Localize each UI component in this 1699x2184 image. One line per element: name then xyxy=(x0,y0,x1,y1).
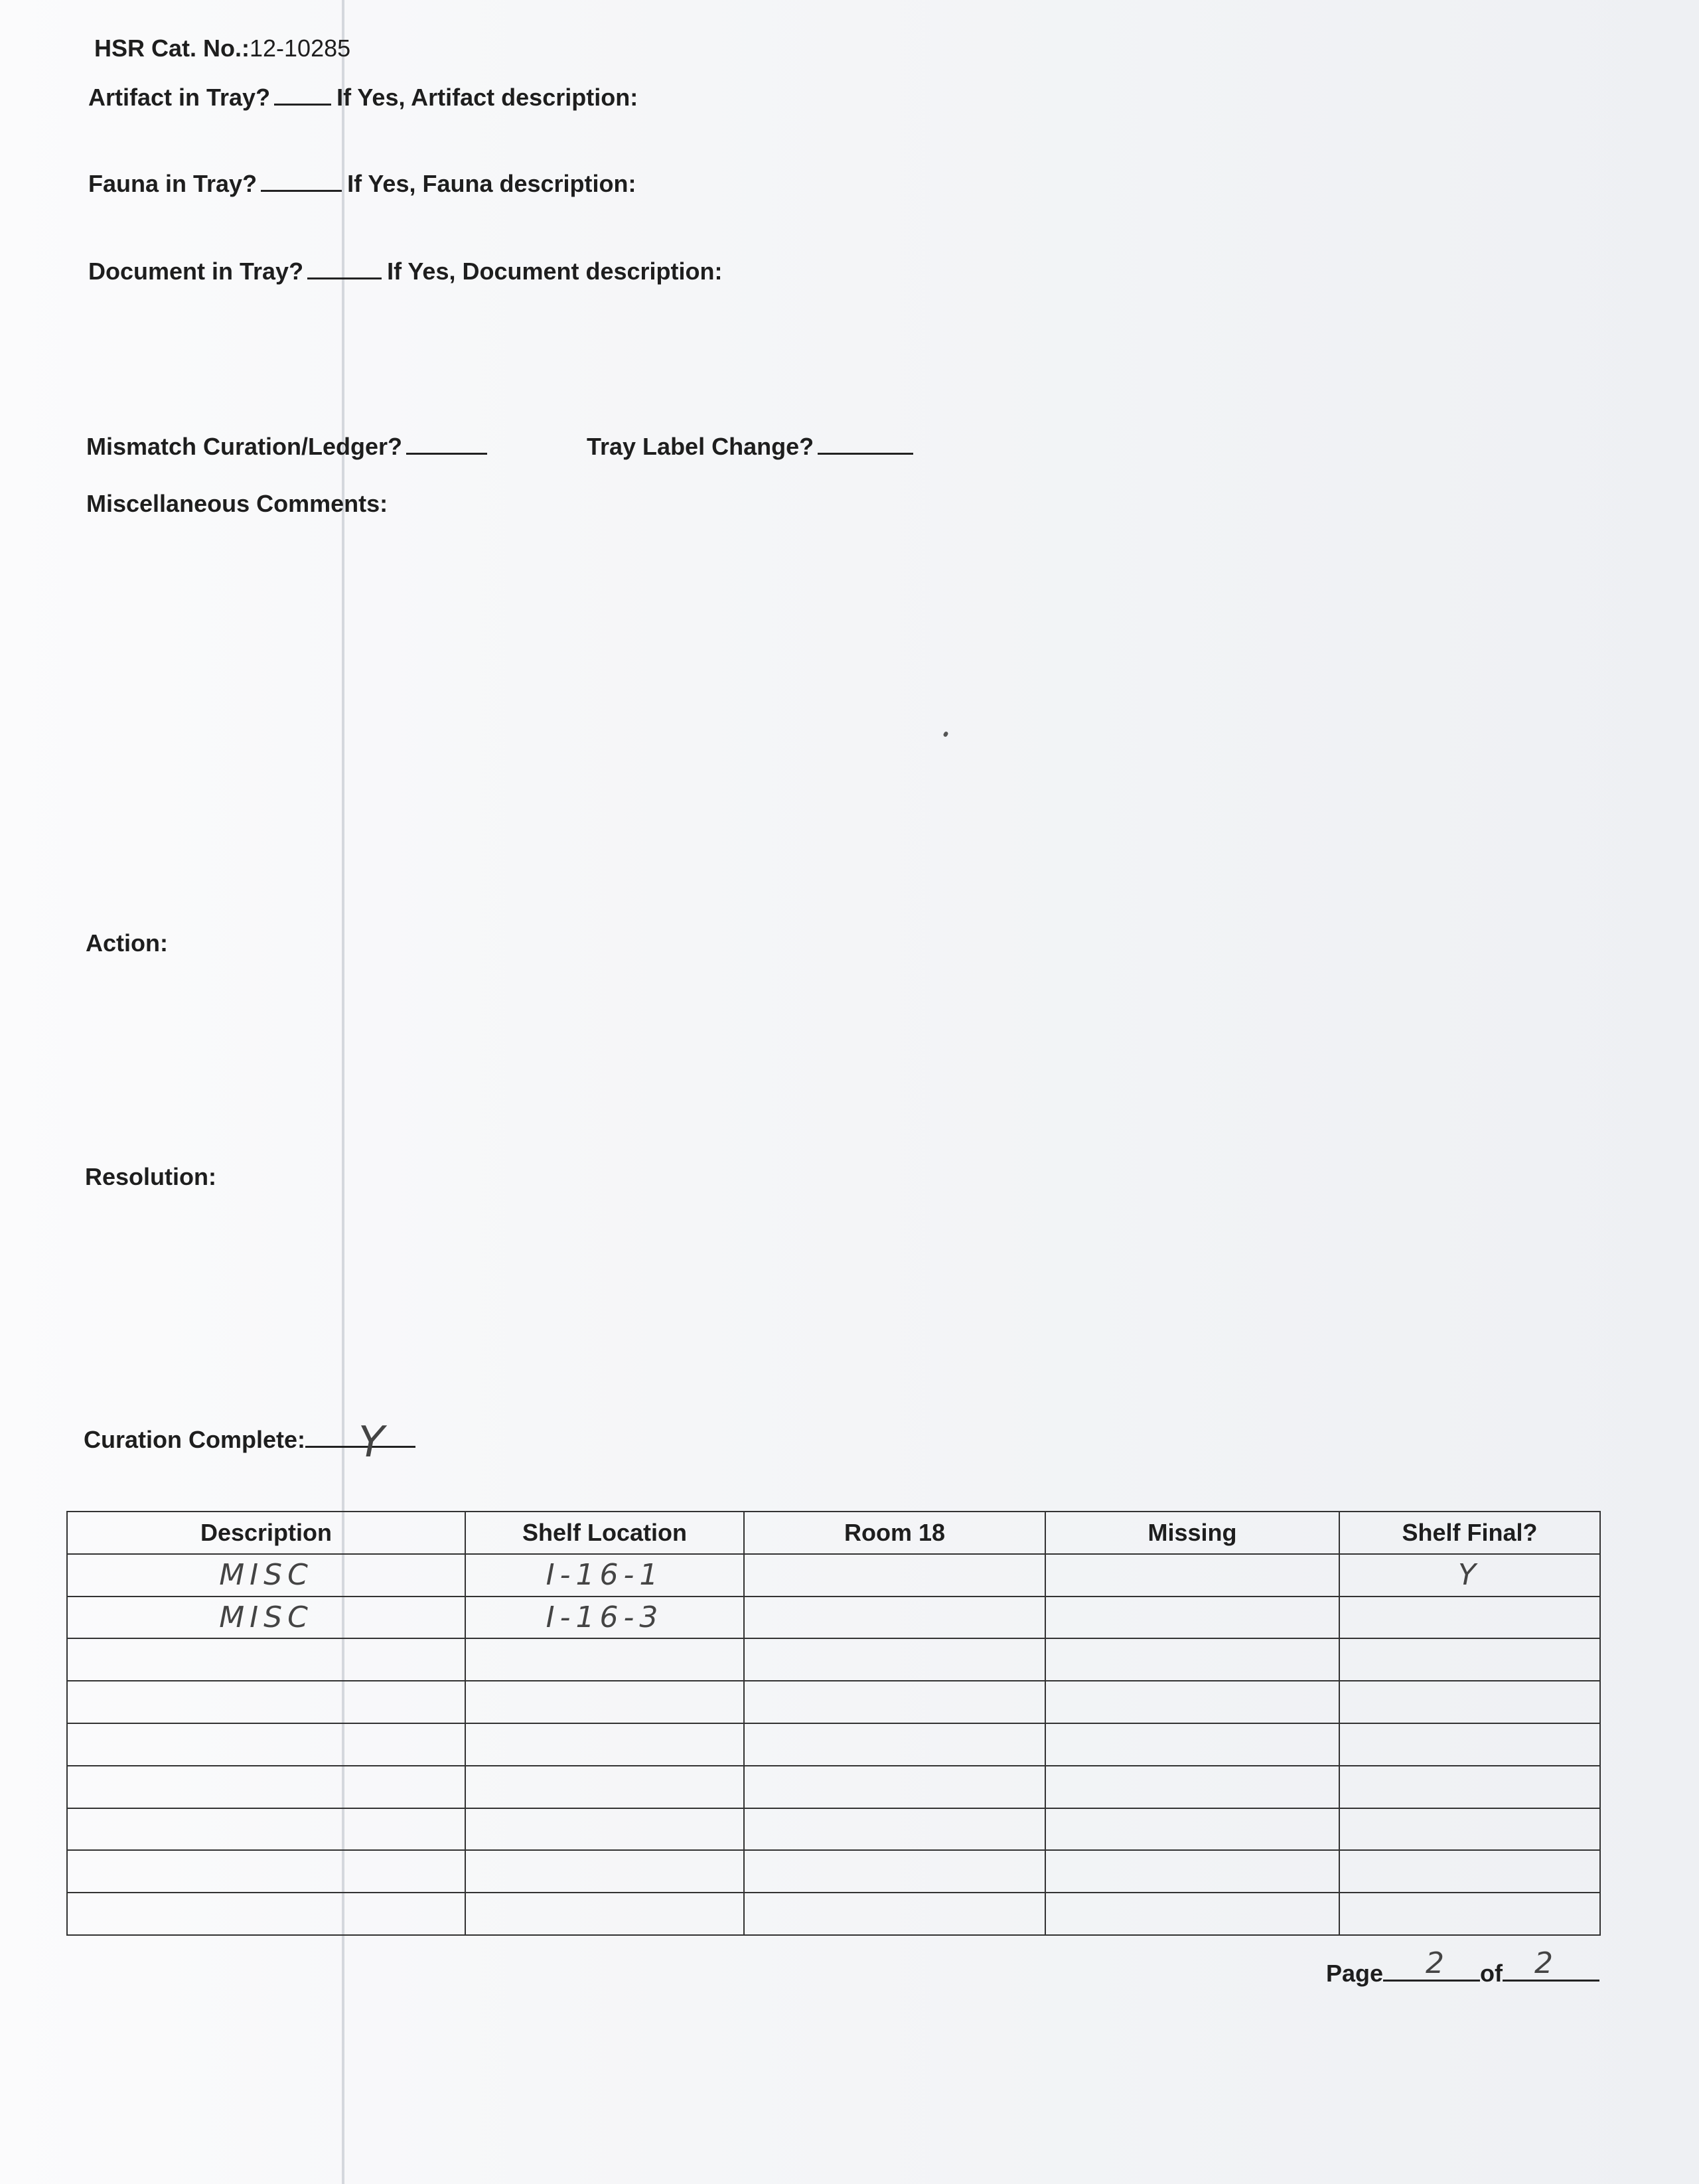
table-cell[interactable] xyxy=(1045,1723,1339,1766)
header-shelf-location: Shelf Location xyxy=(465,1512,744,1554)
page-number-value: 2 xyxy=(1426,1946,1448,1980)
header-room-18: Room 18 xyxy=(744,1512,1045,1554)
mismatch-row xyxy=(86,433,492,461)
cell-description: MISC xyxy=(219,1558,313,1593)
table-row xyxy=(67,1893,1600,1935)
table-cell[interactable] xyxy=(465,1681,744,1723)
table-cell[interactable] xyxy=(67,1554,465,1597)
artifact-label: Artifact in Tray? xyxy=(88,84,271,111)
table-cell[interactable] xyxy=(744,1554,1045,1597)
tray-label-change-blank[interactable] xyxy=(818,452,913,455)
artifact-desc-label: If Yes, Artifact description: xyxy=(336,84,638,111)
table-cell[interactable] xyxy=(1045,1893,1339,1935)
table-cell[interactable] xyxy=(1045,1766,1339,1808)
table-row xyxy=(67,1766,1600,1808)
table-cell[interactable] xyxy=(1339,1681,1600,1723)
artifact-row xyxy=(88,84,638,112)
table-cell[interactable] xyxy=(465,1597,744,1639)
page-label: Page xyxy=(1326,1960,1384,1987)
table-cell[interactable] xyxy=(67,1638,465,1681)
fauna-blank[interactable] xyxy=(261,189,342,192)
table-row xyxy=(67,1723,1600,1766)
table-cell[interactable] xyxy=(1045,1681,1339,1723)
table-cell[interactable] xyxy=(1045,1808,1339,1851)
table-cell[interactable] xyxy=(1339,1850,1600,1893)
cell-shelf-final: Y xyxy=(1458,1558,1481,1593)
tray-label-change-label: Tray Label Change? xyxy=(587,433,814,460)
document-desc-label: If Yes, Document description: xyxy=(387,258,723,285)
table-cell[interactable] xyxy=(1045,1597,1339,1639)
table-cell[interactable] xyxy=(67,1681,465,1723)
table-cell[interactable] xyxy=(67,1893,465,1935)
cell-shelf-location: I-16-3 xyxy=(546,1600,664,1634)
page-counter xyxy=(1326,1960,1599,1988)
table-cell[interactable] xyxy=(744,1850,1045,1893)
table-cell[interactable] xyxy=(67,1723,465,1766)
table-cell[interactable] xyxy=(1045,1638,1339,1681)
shelf-table xyxy=(66,1511,1601,1936)
table-row xyxy=(67,1638,1600,1681)
table-cell[interactable] xyxy=(1045,1554,1339,1597)
table-cell[interactable] xyxy=(744,1808,1045,1851)
header-missing: Missing xyxy=(1045,1512,1339,1554)
table-row xyxy=(67,1808,1600,1851)
fauna-label: Fauna in Tray? xyxy=(88,170,258,197)
table-cell[interactable] xyxy=(465,1893,744,1935)
table-cell[interactable] xyxy=(67,1597,465,1639)
table-cell[interactable] xyxy=(465,1554,744,1597)
table-cell[interactable] xyxy=(1339,1597,1600,1639)
action-label: Action: xyxy=(86,929,168,957)
page-total-value: 2 xyxy=(1534,1946,1557,1980)
table-cell[interactable] xyxy=(1339,1766,1600,1808)
table-cell[interactable] xyxy=(67,1808,465,1851)
table-row xyxy=(67,1681,1600,1723)
table-cell[interactable] xyxy=(1339,1638,1600,1681)
table-row xyxy=(67,1554,1600,1597)
of-label: of xyxy=(1480,1960,1503,1987)
table-header-row xyxy=(67,1512,1600,1554)
table-cell[interactable] xyxy=(744,1597,1045,1639)
document-row xyxy=(88,258,723,285)
catalog-number xyxy=(94,35,350,62)
table-cell[interactable] xyxy=(744,1766,1045,1808)
cell-description: MISC xyxy=(219,1600,313,1634)
table-row xyxy=(67,1597,1600,1639)
document-label: Document in Tray? xyxy=(88,258,304,285)
table-cell[interactable] xyxy=(1339,1893,1600,1935)
artifact-blank[interactable] xyxy=(274,103,331,106)
resolution-label: Resolution: xyxy=(85,1163,216,1190)
fauna-row xyxy=(88,170,636,198)
mismatch-blank[interactable] xyxy=(406,452,487,455)
curation-complete-value: Y xyxy=(358,1418,389,1467)
table-cell[interactable] xyxy=(465,1850,744,1893)
table-cell[interactable] xyxy=(465,1808,744,1851)
catalog-value: 12-10285 xyxy=(250,35,351,62)
header-description: Description xyxy=(67,1512,465,1554)
tray-label-change-row xyxy=(587,433,919,461)
table-row xyxy=(67,1850,1600,1893)
table-cell[interactable] xyxy=(744,1893,1045,1935)
mismatch-label: Mismatch Curation/Ledger? xyxy=(86,433,403,460)
table-cell[interactable] xyxy=(744,1638,1045,1681)
table-cell[interactable] xyxy=(1339,1554,1600,1597)
table-cell[interactable] xyxy=(465,1723,744,1766)
table-cell[interactable] xyxy=(744,1681,1045,1723)
table-cell[interactable] xyxy=(744,1723,1045,1766)
table-cell[interactable] xyxy=(1045,1850,1339,1893)
table-cell[interactable] xyxy=(465,1638,744,1681)
table-cell[interactable] xyxy=(67,1850,465,1893)
fauna-desc-label: If Yes, Fauna description: xyxy=(347,170,636,197)
header-shelf-final: Shelf Final? xyxy=(1339,1512,1600,1554)
curation-complete-label: Curation Complete: xyxy=(84,1426,306,1453)
table-cell[interactable] xyxy=(1339,1723,1600,1766)
misc-comments-label: Miscellaneous Comments: xyxy=(86,490,388,517)
table-cell[interactable] xyxy=(1339,1808,1600,1851)
table-cell[interactable] xyxy=(67,1766,465,1808)
cell-shelf-location: I-16-1 xyxy=(546,1558,664,1593)
document-blank[interactable] xyxy=(307,277,382,279)
table-cell[interactable] xyxy=(465,1766,744,1808)
catalog-label: HSR Cat. No.: xyxy=(94,35,250,62)
